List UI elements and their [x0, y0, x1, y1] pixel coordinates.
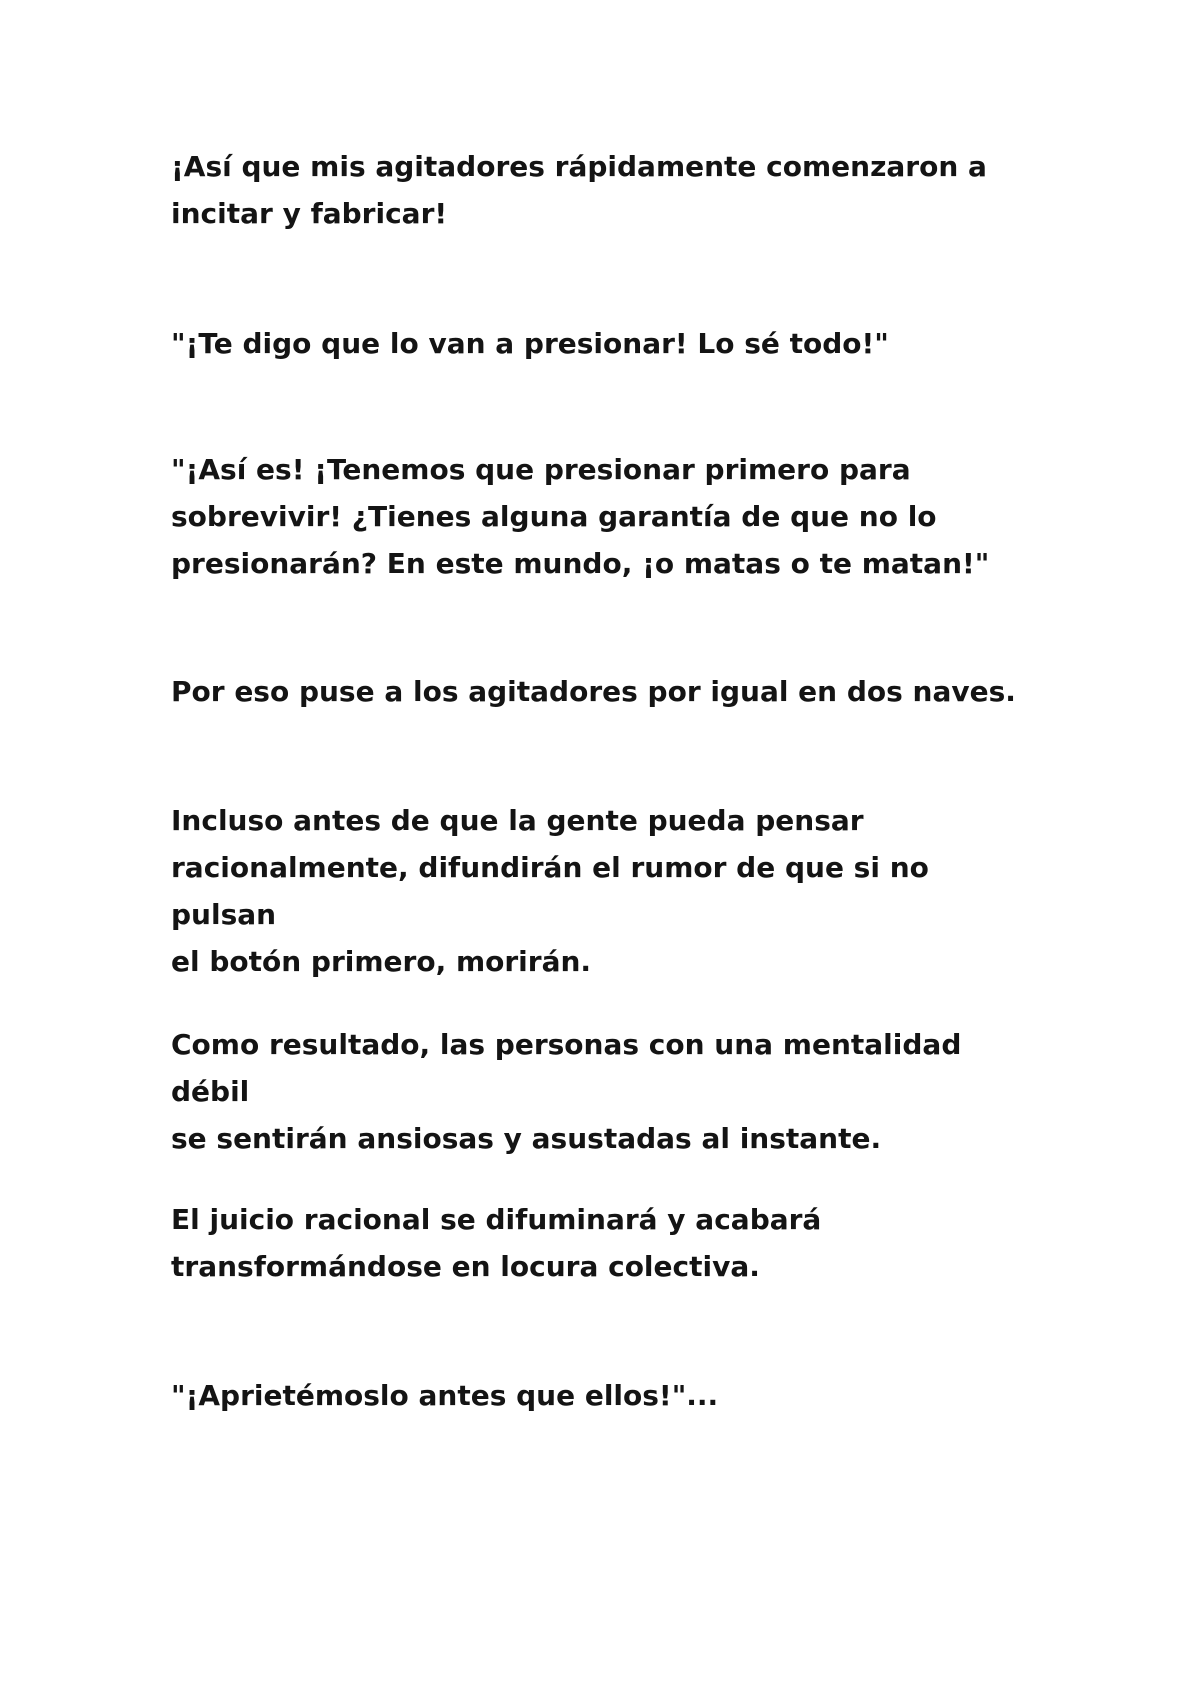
paragraph-2: "¡Te digo que lo van a presionar! Lo sé todo!" [171, 327, 889, 360]
paragraph-1: ¡Así que mis agitadores rápidamente comenzaron a incitar y fabricar! [171, 150, 987, 230]
paragraph-3: "¡Así es! ¡Tenemos que presionar primero para sobrevivir! ¿Tienes alguna garantía de que no lo presionarán? En este mundo, ¡o matas o te matan!" [171, 453, 990, 580]
paragraph-6: Como resultado, las personas con una mentalidad débil se sentirán ansiosas y asustadas al instante. [171, 1028, 962, 1155]
paragraph-7: El juicio racional se difuminará y acabará transformándose en locura colectiva. [171, 1203, 822, 1283]
paragraph-8: "¡Aprietémoslo antes que ellos!"... [171, 1379, 719, 1412]
paragraph-4: Por eso puse a los agitadores por igual en dos naves. [171, 675, 1016, 708]
paragraph-5: Incluso antes de que la gente pueda pensar racionalmente, difundirán el rumor de que si no pulsan el botón primero, morirán. [171, 804, 929, 978]
